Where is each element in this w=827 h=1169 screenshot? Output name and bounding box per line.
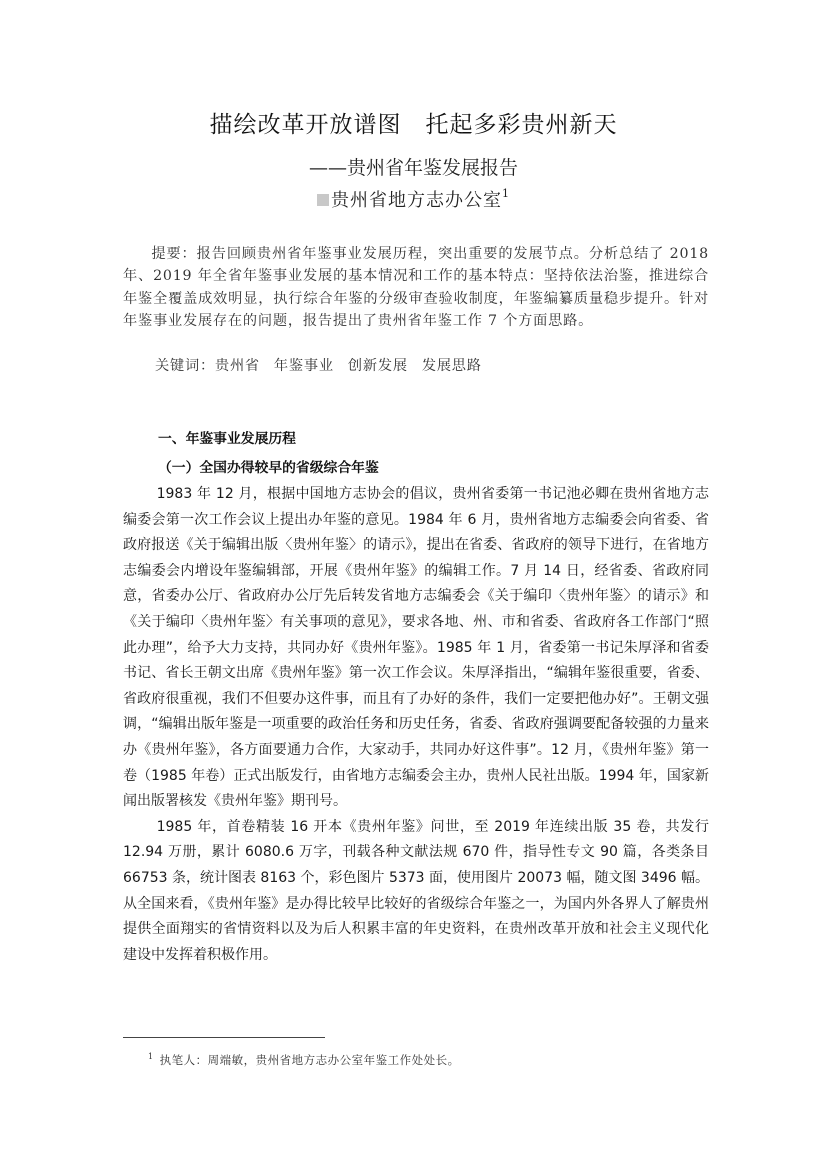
footnote-text: 执笔人：周端敏，贵州省地方志办公室年鉴工作处处长。 <box>159 1053 460 1067</box>
footnote-ref: 1 <box>502 187 510 200</box>
body-paragraph: 1985 年，首卷精装 16 开本《贵州年鉴》问世，至 2019 年连续出版 35 卷，共发行 12.94 万册，累计 6080.6 万字，刊载各种文献法规 670 件，指导性专文 90 篇，各类条目 66753 条，统计图表 8163 个，彩色图片 5373 面，使用图片 20073 幅，随文图 3496 幅。从全国来看，《贵州年鉴》是办得比较早比较好的省级综合年鉴之一，为国内外各界人了解贵州提供全面翔实的省情资料以及为后人积累丰富的年史资料，在贵州改革开放和社会主义现代化建设中发挥着积极作用。 <box>123 818 710 963</box>
author-placeholder-mark <box>317 194 329 206</box>
keyword: 创新发展 <box>347 358 408 374</box>
body-text <box>123 482 709 968</box>
subsection-heading: （一）全国办得较早的省级综合年鉴 <box>158 460 379 476</box>
document-subtitle: ——贵州省年鉴发展报告 <box>308 157 518 179</box>
keyword: 年鉴事业 <box>273 358 334 374</box>
keyword: 贵州省 <box>214 358 260 374</box>
body-paragraph: 1983 年 12 月，根据中国地方志协会的倡议，贵州省委第一书记池必卿在贵州省地方志编委会第一次工作会议上提出办年鉴的意见。1984 年 6 月，贵州省地方志编委会向省委、省政府报送《关于编辑出版〈贵州年鉴〉的请示》，提出在省委、省政府的领导下进行，在省地方志编委会内增设年鉴编辑部，开展《贵州年鉴》的编辑工作。7 月 14 日，经省委、省政府同意，省委办公厅、省政府办公厅先后转发省地方志编委会《关于编印〈贵州年鉴〉的请示》和《关于编印〈贵州年鉴〉有关事项的意见》，要求各地、州、市和省委、省政府各工作部门“照此办理”，给予大力支持，共同办好《贵州年鉴》。1985 年 1 月，省委第一书记朱厚泽和省委书记、省长王朝文出席《贵州年鉴》第一次工作会议。朱厚泽指出，“编辑年鉴很重要，省委、省政府很重视，我们不但要办这件事，而且有了办好的条件，我们一定要把他办好”。王朝文强调，“编辑出版年鉴是一项重要的政治任务和历史任务，省委、省政府强调要配备较强的力量来办《贵州年鉴》，各方面要通力合作，大家动手，共同办好这件事”。12 月，《贵州年鉴》第一卷（1985 年卷）正式出版发行，由省地方志编委会主办，贵州人民社出版。1994 年，国家新闻出版署核发《贵州年鉴》期刊号。 <box>123 486 709 810</box>
keywords <box>155 355 496 375</box>
footnote-divider <box>123 1037 325 1038</box>
author-name: 贵州省地方志办公室 <box>331 190 502 211</box>
footnote <box>148 1052 460 1068</box>
keywords-label: 关键词： <box>155 358 215 374</box>
footnote-mark: 1 <box>148 1052 154 1061</box>
keyword: 发展思路 <box>421 358 482 374</box>
document-title: 描绘改革开放谱图 托起多彩贵州新天 <box>209 112 618 138</box>
abstract <box>123 243 709 333</box>
abstract-text: 提要：报告回顾贵州省年鉴事业发展历程，突出重要的发展节点。分析总结了 2018 年、2019 年全省年鉴事业发展的基本情况和工作的基本特点：坚持依法治鉴，推进综合年鉴全覆盖成效明显，执行综合年鉴的分级审查验收制度，年鉴编纂质量稳步提升。针对年鉴事业发展存在的问题，报告提出了贵州省年鉴工作 7 个方面思路。 <box>123 246 709 330</box>
section-heading: 一、年鉴事业发展历程 <box>158 431 296 447</box>
author-line <box>0 186 827 212</box>
